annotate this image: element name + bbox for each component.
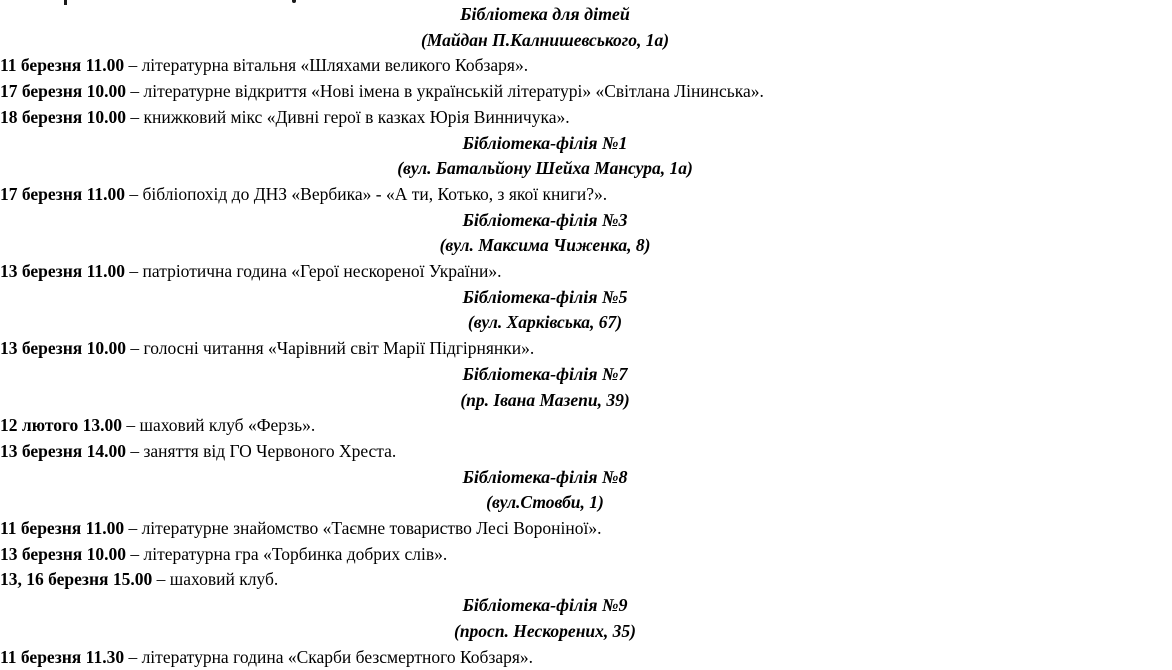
event-line (0, 336, 1090, 362)
event-text: – бібліопохід до ДНЗ «Вербика» - «А ти, Котько, з якої книги?». (125, 183, 608, 204)
event-line (0, 645, 1090, 670)
section-branch-9 (0, 593, 1090, 670)
event-line (0, 413, 1090, 439)
event-line (0, 182, 1090, 208)
event-line (0, 259, 1090, 285)
event-line (0, 79, 1090, 105)
event-datetime: 13, 16 березня 15.00 (0, 569, 153, 590)
event-datetime: 17 березня 11.00 (0, 183, 126, 204)
event-text: – голосні читання «Чарівний світ Марії Підгірнянки». (126, 338, 535, 359)
event-line (0, 516, 1090, 542)
library-address: (вул. Харківська, 67) (467, 312, 623, 333)
event-line (0, 105, 1090, 131)
section-library-children (0, 2, 1090, 131)
library-address: (просп. Нескорених, 35) (454, 620, 636, 641)
event-text: – заняття від ГО Червоного Хреста. (126, 440, 397, 461)
event-datetime: 11 березня 11.00 (0, 55, 125, 76)
library-address: (Майдан П.Калнишевського, 1а) (420, 29, 670, 50)
event-text: – літературне відкриття «Нові імена в українській літературі» «Світлана Лінинська». (126, 81, 764, 102)
event-datetime: 17 березня 10.00 (0, 81, 126, 102)
event-datetime: 18 березня 10.00 (0, 106, 126, 127)
event-datetime: 12 лютого 13.00 (0, 415, 122, 436)
library-title: Бібліотека-філія №8 (462, 466, 628, 487)
library-address: (вул.Стовби, 1) (486, 492, 604, 513)
section-branch-3 (0, 208, 1090, 285)
section-branch-5 (0, 285, 1090, 362)
library-title: Бібліотека-філія №1 (462, 132, 628, 153)
event-datetime: 13 березня 14.00 (0, 440, 126, 461)
event-line (0, 439, 1090, 465)
section-branch-8 (0, 465, 1090, 594)
event-text: – літературна гра «Торбинка добрих слів». (126, 543, 448, 564)
library-title: Бібліотека для дітей (460, 4, 630, 24)
library-title: Бібліотека-філія №5 (462, 286, 628, 307)
library-address: (вул. Батальйону Шейха Мансура, 1а) (397, 158, 693, 179)
event-text: – шаховий клуб «Ферзь». (121, 415, 316, 436)
event-text: – літературна година «Скарби безсмертного Кобзаря». (124, 646, 534, 667)
event-text: – літературна вітальня «Шляхами великого Кобзаря». (124, 55, 529, 76)
event-text: – літературне знайомство «Таємне товариство Лесі Вороніної». (124, 518, 602, 539)
event-line (0, 567, 1090, 593)
event-datetime: 11 березня 11.00 (0, 518, 125, 539)
library-address: (вул. Максима Чиженка, 8) (439, 235, 651, 256)
event-datetime: 13 березня 11.00 (0, 261, 126, 282)
event-datetime: 13 березня 10.00 (0, 543, 126, 564)
section-branch-1 (0, 131, 1090, 208)
event-datetime: 13 березня 10.00 (0, 338, 126, 359)
library-title: Бібліотека-філія №7 (462, 363, 628, 384)
section-branch-7 (0, 362, 1090, 465)
event-text: – книжковий мікс «Дивні герої в казках Юрія Винничука». (126, 106, 570, 127)
event-text: – шаховий клуб. (152, 569, 279, 590)
event-line (0, 53, 1090, 79)
library-title: Бібліотека-філія №3 (462, 209, 628, 230)
library-title: Бібліотека-філія №9 (462, 595, 628, 616)
event-datetime: 11 березня 11.30 (0, 646, 125, 667)
cut-off-glyph-fragment (64, 0, 67, 5)
library-address: (пр. Івана Мазепи, 39) (460, 389, 630, 410)
event-line (0, 542, 1090, 568)
event-text: – патріотична година «Герої нескореної України». (125, 261, 502, 282)
